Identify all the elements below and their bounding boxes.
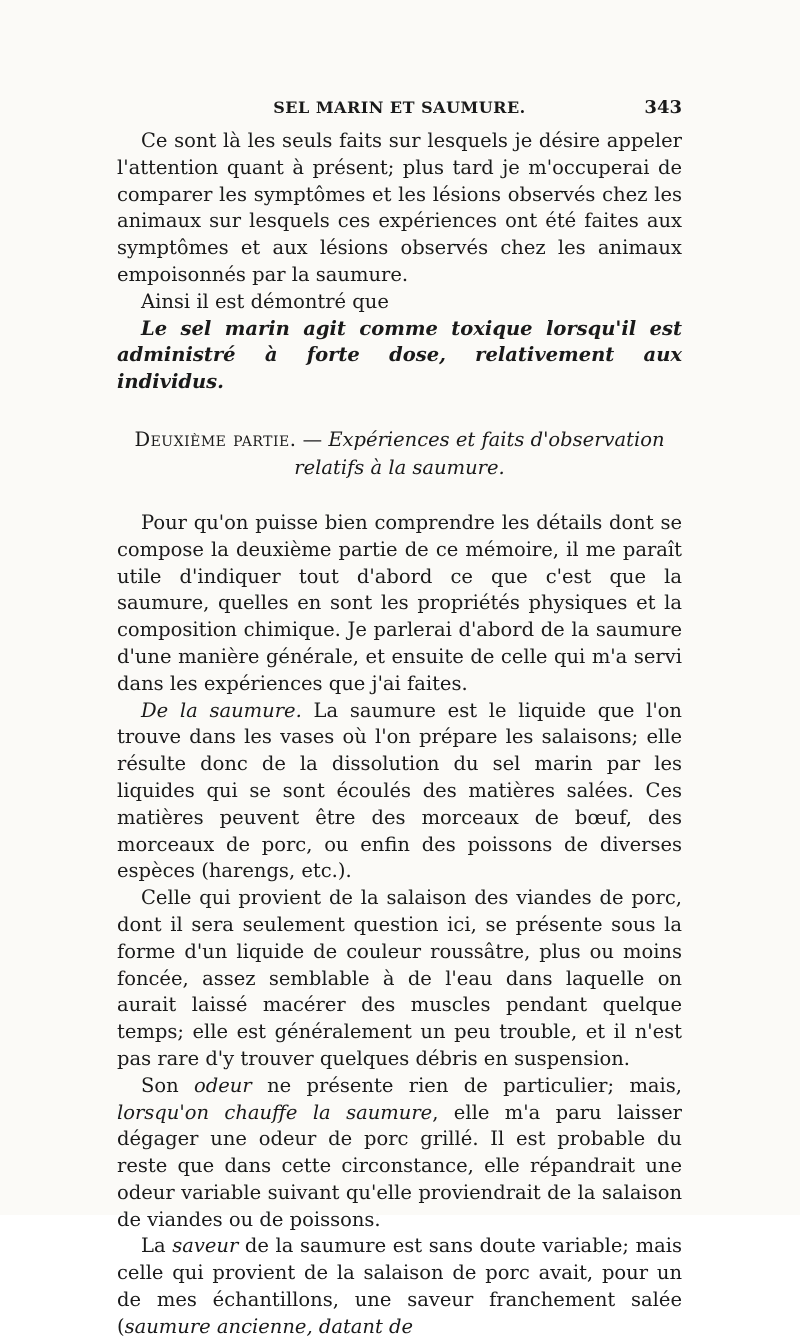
definition-text: La saumure est le liquide que l'on trouve dans les vases où l'on prépare les salaisons; elle résulte donc de la dissolution du sel marin par les liquides qui se sont écoulés des matières salées. Ces matières peuvent être des morceaux de bœuf, des morceaux de porc, ou enfin des poissons de diverses espèces (harengs, etc.). <box>117 698 682 883</box>
odor-term: odeur <box>194 1073 252 1097</box>
paragraph-overview: Pour qu'on puisse bien comprendre les détails dont se compose la deuxième partie de ce mémoire, il me paraît utile d'indiquer tout d'abord ce que c'est que la saumure, quelles en sont les propriétés physiques et la composition chimique. Je parlerai d'abord de la saumure d'une manière générale, et ensuite de celle qui m'a servi dans les expériences que j'ai faites. <box>117 510 682 695</box>
subsection-title: De la saumure. <box>141 698 302 722</box>
taste-text-a: La <box>141 1234 173 1258</box>
odor-text-c: ne présente rien de particulier; mais, <box>251 1073 683 1097</box>
odor-text-a: Son <box>141 1073 195 1097</box>
running-head: SEL MARIN ET SAUMURE. <box>273 98 526 117</box>
thesis-statement: Le sel marin agit comme toxique lorsqu'il est administré à forte dose, relativement aux individus. <box>117 316 682 394</box>
paragraph-taste <box>117 1233 682 1340</box>
taste-term: saveur <box>172 1234 239 1258</box>
page-body <box>117 128 682 1341</box>
odor-text-e: , elle m'a paru laisser dégager une odeur de porc grillé. Il est probable du reste que dans cette circonstance, elle répandrait une odeur variable suivant qu'elle proviendrait de la salaison de viandes ou de poissons. <box>117 1100 682 1231</box>
heading-dash: — <box>296 427 329 451</box>
odor-emphasis: lorsqu'on chauffe la saumure <box>117 1100 433 1124</box>
paragraph-description: Celle qui provient de la salaison des viandes de porc, dont il sera seulement question ici, se présente sous la forme d'un liquide de couleur roussâtre, plus ou moins foncée, assez semblable à de l'eau dans laquelle on aurait laissé macérer des muscles pendant quelque temps; elle est généralement un peu trouble, et il n'est pas rare d'y trouver quelques débris en suspension. <box>117 886 682 1070</box>
taste-text-c: de la saumure est sans doute variable; mais celle qui provient de la salaison de porc avait, pour un de mes échantillons, une saveur franchement salée ( <box>117 1234 682 1338</box>
paragraph-odor <box>117 1073 682 1234</box>
section-heading <box>117 426 682 482</box>
page-number: 343 <box>644 97 682 118</box>
paragraph-conclusion-lead: Ainsi il est démontré que <box>141 289 389 313</box>
section-title-line2: relatifs à la saumure. <box>294 455 505 479</box>
paragraph-intro: Ce sont là les seuls faits sur lesquels je désire appeler l'attention quant à présent; plus tard je m'occuperai de comparer les symptômes et les lésions observés chez les animaux sur lesquels ces expériences ont été faites aux symptômes et aux lésions observés chez les animaux empoisonnés par la saumure. <box>117 129 682 286</box>
page-header <box>117 96 682 122</box>
section-title-line1: Expériences et faits d'observation <box>328 427 665 451</box>
paragraph-definition <box>117 698 682 886</box>
taste-emphasis: saumure ancienne, datant de <box>124 1314 414 1338</box>
part-label: Deuxième partie. <box>134 427 297 451</box>
